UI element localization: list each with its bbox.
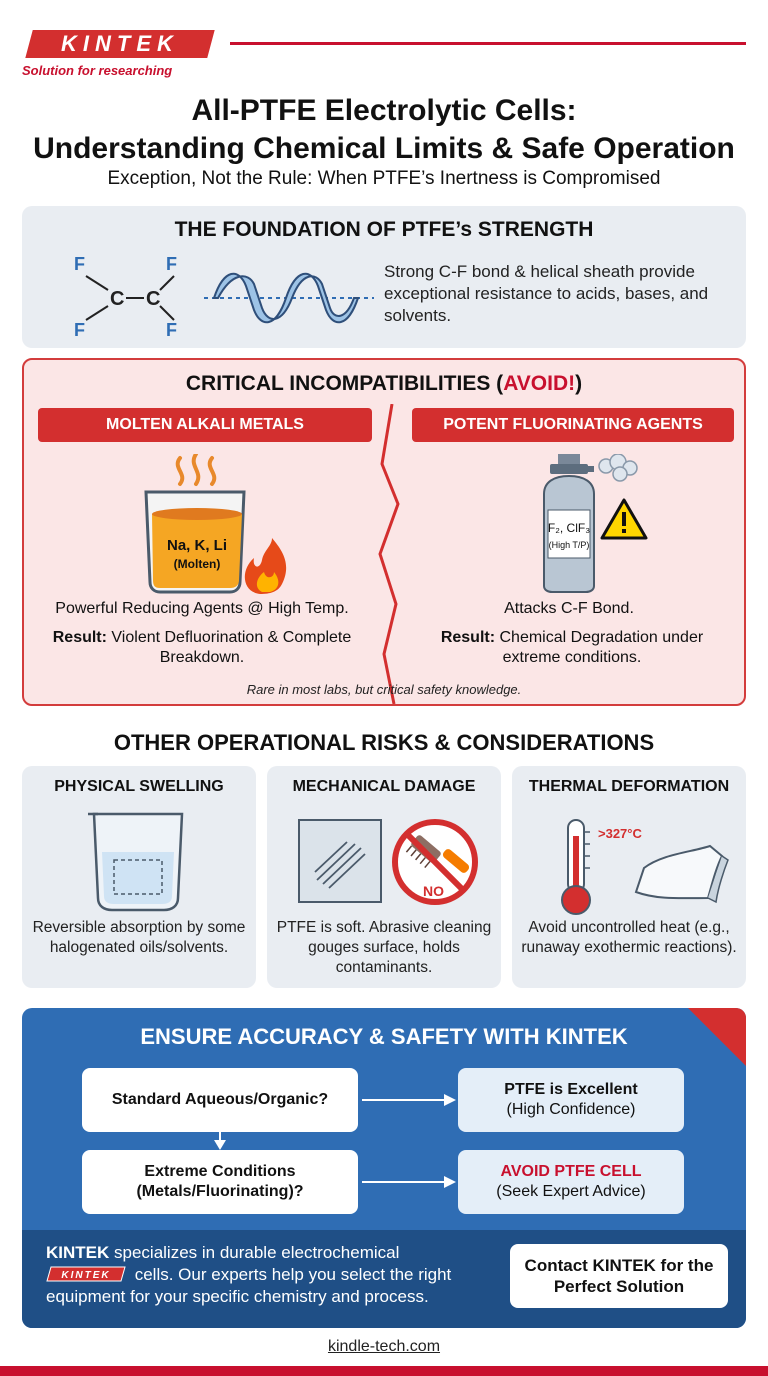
question-extreme-box [82, 1150, 358, 1214]
foundation-panel [22, 206, 746, 348]
fluorinating-result-label: Result: [440, 629, 496, 646]
other-risks-heading: OTHER OPERATIONAL RISKS & CONSIDERATIONS [113, 730, 655, 755]
critical-heading [24, 372, 744, 396]
mini-logo-text: KINTEK [61, 1270, 111, 1281]
contact-kintek-button[interactable] [510, 1244, 728, 1308]
alkali-result-text: Violent Defluorination & Complete Breakdown. [111, 629, 352, 666]
rarity-note: Rare in most labs, but critical safety knowledge. [246, 682, 522, 697]
page-subtitle: Exception, Not the Rule: When PTFE’s Inertness is Compromised [107, 168, 661, 189]
question-extreme-line2: (Metals/Fluorinating)? [136, 1183, 304, 1200]
cylinder-condition-label: (High T/P) [548, 540, 590, 550]
carbon-label: C [146, 288, 161, 310]
fluorine-label: F [74, 254, 85, 274]
title-line-2: Understanding Chemical Limits & Safe Operation [33, 132, 735, 165]
ensure-safety-panel [22, 1008, 746, 1328]
answer-excellent-subtitle: (High Confidence) [506, 1101, 636, 1118]
foundation-heading: THE FOUNDATION OF PTFE’s STRENGTH [174, 218, 594, 241]
critical-heading-avoid: AVOID! [503, 372, 576, 395]
footer-bar [0, 1366, 768, 1376]
beaker-molten-label: (Molten) [173, 557, 221, 571]
kintek-mini-logo [46, 1266, 126, 1282]
title-line-1: All-PTFE Electrolytic Cells: [191, 94, 577, 127]
kintek-logo[interactable] [22, 27, 218, 61]
fluorine-label: F [166, 254, 177, 274]
critical-heading-prefix: CRITICAL INCOMPATIBILITIES ( [185, 372, 504, 395]
question-standard-box [82, 1068, 358, 1132]
risk-card-mechanical [267, 766, 501, 988]
fluorine-label: F [166, 320, 177, 340]
risk-description: Avoid uncontrolled heat (e.g., runaway exothermic reactions). [521, 919, 737, 956]
contact-button-label: Contact KINTEK for the Perfect Solution [524, 1256, 714, 1296]
header-divider [230, 42, 746, 45]
risk-title: MECHANICAL DAMAGE [292, 778, 476, 795]
foundation-description: Strong C-F bond & helical sheath provide exceptional resistance to acids, bases, and solvents. [384, 262, 709, 325]
fluorinating-result [414, 628, 730, 668]
arrow-down-icon [212, 1132, 228, 1150]
answer-avoid-title: AVOID PTFE CELL [500, 1163, 642, 1180]
answer-avoid-box [458, 1150, 684, 1214]
question-extreme-line1: Extreme Conditions [144, 1163, 296, 1180]
tagline: Solution for researching [22, 63, 173, 78]
beaker-metals-label: Na, K, Li [166, 537, 228, 554]
promo-line-1: specializes in durable electrochemical [109, 1243, 400, 1262]
answer-avoid-subtitle: (Seek Expert Advice) [496, 1183, 646, 1200]
promo-text [46, 1242, 506, 1308]
promo-brand: KINTEK [46, 1243, 110, 1262]
helix-icon [184, 258, 384, 338]
page-title [0, 92, 768, 168]
molten-beaker-icon [132, 454, 292, 594]
alkali-description: Powerful Reducing Agents @ High Temp. [55, 600, 349, 617]
critical-heading-suffix: ) [575, 372, 583, 395]
header [0, 0, 768, 84]
alkali-result-label: Result: [52, 629, 107, 646]
thermometer-icon [512, 806, 746, 926]
promo-line-2: cells. Our experts help you select the right equipment for your specific chemistry and process. [46, 1265, 452, 1306]
molten-alkali-label: MOLTEN ALKALI METALS [38, 408, 372, 442]
temperature-label: >327°C [598, 826, 642, 841]
fluorinating-agents-label: POTENT FLUORINATING AGENTS [412, 408, 734, 442]
carbon-label: C [110, 288, 125, 310]
risk-title: PHYSICAL SWELLING [54, 778, 224, 795]
cylinder-gas-label: F₂, ClF₃ [547, 521, 591, 535]
kintek-promo-bar [22, 1230, 746, 1328]
ensure-heading: ENSURE ACCURACY & SAFETY WITH KINTEK [140, 1024, 628, 1049]
arrow-right-icon [358, 1174, 458, 1190]
no-label: NO [423, 883, 444, 899]
arrow-right-icon [358, 1092, 458, 1108]
risk-card-swelling [22, 766, 256, 988]
beaker-icon [22, 806, 256, 926]
fluorine-label: F [74, 320, 85, 340]
risk-card-thermal [512, 766, 746, 988]
website-link[interactable]: kindle-tech.com [327, 1338, 441, 1355]
fluorinating-description: Attacks C-F Bond. [504, 600, 634, 617]
risk-description: Reversible absorption by some halogenated oils/solvents. [32, 919, 246, 956]
crack-divider-icon [374, 404, 404, 704]
answer-excellent-box [458, 1068, 684, 1132]
question-standard-text: Standard Aqueous/Organic? [111, 1091, 329, 1108]
critical-incompatibilities-panel [22, 358, 746, 706]
answer-excellent-title: PTFE is Excellent [504, 1081, 638, 1098]
gas-cylinder-icon [524, 454, 654, 594]
alkali-result [32, 628, 372, 668]
scratch-and-brush-icon [267, 806, 501, 926]
risk-title: THERMAL DEFORMATION [528, 778, 730, 795]
logo-text: KINTEK [61, 31, 179, 56]
fluorinating-result-text: Chemical Degradation under extreme conditions. [499, 629, 704, 666]
risk-description: PTFE is soft. Abrasive cleaning gouges surface, holds contaminants. [276, 919, 492, 976]
